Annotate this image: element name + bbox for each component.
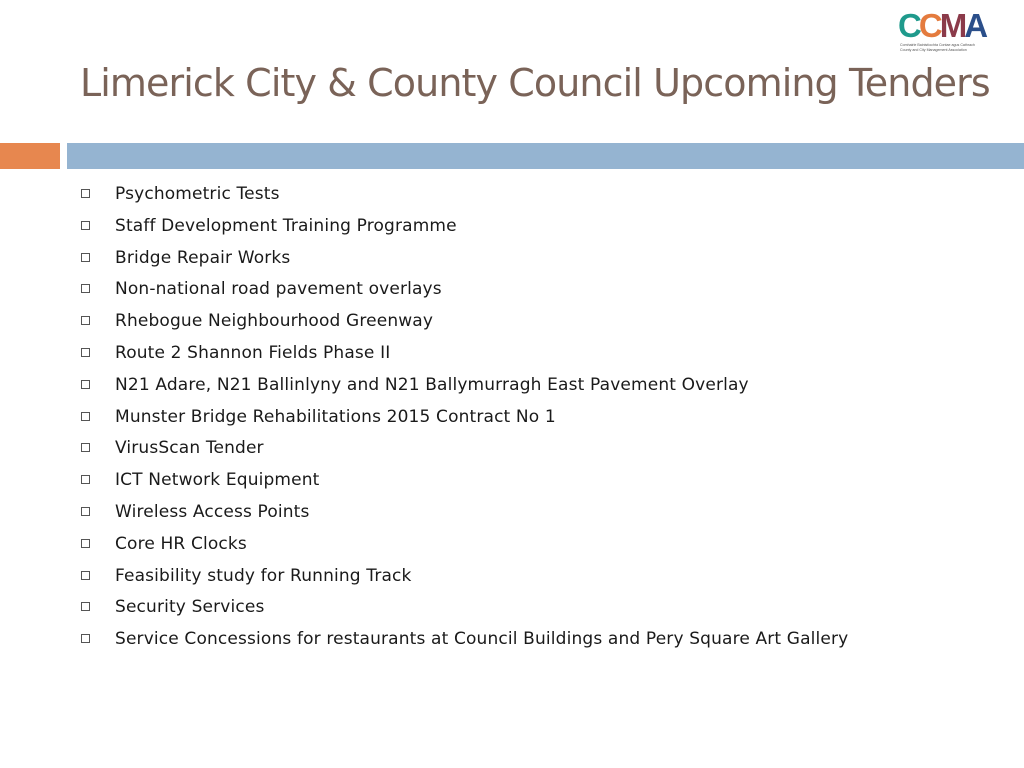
logo-irish-name: Comhairle Bainistíochta Contae agus Cathrach	[900, 43, 975, 47]
square-bullet-icon	[81, 221, 90, 230]
square-bullet-icon	[81, 634, 90, 643]
square-bullet-icon	[81, 380, 90, 389]
square-bullet-icon	[81, 443, 90, 452]
tender-label: N21 Adare, N21 Ballinlyny and N21 Ballymurragh East Pavement Overlay	[115, 374, 749, 395]
logo-english-name: County and City Management Association	[900, 48, 967, 52]
logo-letter-c1: C	[898, 7, 919, 44]
tender-label: Psychometric Tests	[115, 184, 280, 204]
logo-letter-m: M	[939, 7, 965, 44]
tender-label: Munster Bridge Rehabilitations 2015 Contract No 1	[115, 406, 556, 427]
svg-text:CCMA	[898, 7, 987, 44]
square-bullet-icon	[81, 284, 90, 293]
tender-label: Core HR Clocks	[115, 533, 247, 554]
tender-label: Non-national road pavement overlays	[115, 279, 442, 300]
tender-label: VirusScan Tender	[115, 438, 264, 459]
tender-label: Bridge Repair Works	[115, 247, 291, 268]
square-bullet-icon	[81, 602, 90, 611]
square-bullet-icon	[81, 253, 90, 262]
square-bullet-icon	[81, 348, 90, 357]
square-bullet-icon	[81, 507, 90, 516]
tender-label: Service Concessions for restaurants at Council Buildings and Pery Square Art Gallery	[115, 629, 849, 650]
square-bullet-icon	[81, 316, 90, 325]
ccma-logo	[896, 8, 992, 56]
tender-label: Staff Development Training Programme	[115, 215, 457, 236]
tender-label: Security Services	[115, 597, 265, 618]
tender-label: ICT Network Equipment	[115, 470, 320, 491]
tender-label: Feasibility study for Running Track	[115, 565, 412, 586]
header-divider-bar	[67, 143, 1024, 169]
tender-label: Route 2 Shannon Fields Phase II	[115, 342, 391, 363]
ccma-logo-icon	[898, 7, 986, 44]
logo-letter-c2: C	[918, 7, 940, 44]
square-bullet-icon	[81, 412, 90, 421]
header-accent-bar	[0, 143, 60, 169]
logo-letter-a: A	[964, 7, 986, 44]
square-bullet-icon	[81, 189, 90, 198]
tender-label: Wireless Access Points	[115, 501, 310, 522]
square-bullet-icon	[81, 475, 90, 484]
square-bullet-icon	[81, 571, 90, 580]
slide-title: Limerick City & County Council Upcoming Tenders	[80, 61, 990, 105]
square-bullet-icon	[81, 539, 90, 548]
tender-label: Rhebogue Neighbourhood Greenway	[115, 311, 434, 332]
